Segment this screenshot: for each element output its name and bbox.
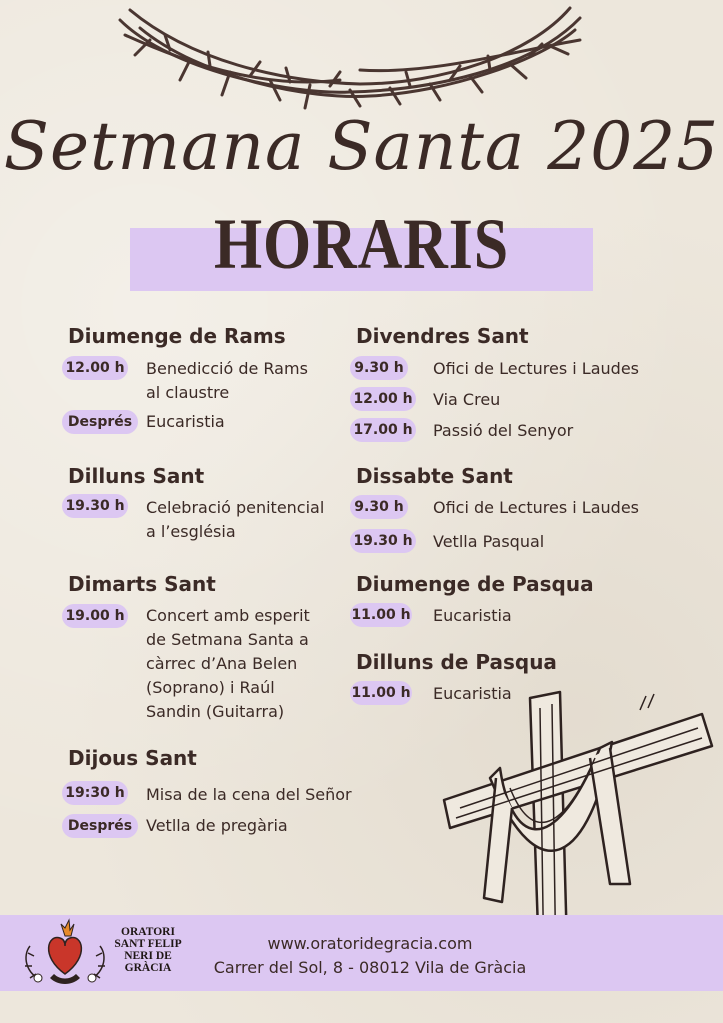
script-title: Setmana Santa 2025	[3, 108, 720, 185]
day-heading-dissabte-sant: Dissabte Sant	[356, 464, 513, 488]
event-description: Via Creu	[433, 390, 501, 409]
website-link[interactable]: www.oratoridegracia.com	[267, 934, 473, 953]
day-heading-dijous-sant: Dijous Sant	[68, 746, 197, 770]
crown-of-thorns-icon	[110, 0, 590, 110]
time-pill: 9.30 h	[350, 356, 408, 380]
event-description: Eucaristia	[433, 606, 512, 625]
day-heading-dilluns-sant: Dilluns Sant	[68, 464, 205, 488]
time-pill: 11.00 h	[350, 603, 412, 627]
day-heading-diumenge-pasqua: Diumenge de Pasqua	[356, 572, 594, 596]
time-pill: 19.30 h	[62, 494, 128, 518]
event-description: Ofici de Lectures i Laudes	[433, 359, 639, 378]
event-description: Eucaristia	[146, 412, 225, 431]
time-pill: 11.00 h	[350, 681, 412, 705]
event-description: Ofici de Lectures i Laudes	[433, 498, 639, 517]
day-heading-dilluns-pasqua: Dilluns de Pasqua	[356, 650, 557, 674]
day-heading-divendres-sant: Divendres Sant	[356, 324, 529, 348]
time-pill: 17.00 h	[350, 418, 416, 442]
time-pill: 19:30 h	[62, 781, 128, 805]
event-description: Benedicció de Rams al claustre	[146, 359, 308, 402]
time-pill: 9.30 h	[350, 495, 408, 519]
address-text: Carrer del Sol, 8 - 08012 Vila de Gràcia	[213, 958, 527, 977]
time-pill: Després	[62, 814, 138, 838]
event-description: Passió del Senyor	[433, 421, 574, 440]
day-heading-dimarts-sant: Dimarts Sant	[68, 572, 216, 596]
day-heading-diumenge-rams: Diumenge de Rams	[68, 324, 286, 348]
organization-name: ORATORI SANT FELIP NERI DE GRÀCIA	[114, 926, 182, 974]
time-pill: 19.00 h	[62, 604, 128, 628]
time-pill: 19.30 h	[350, 529, 416, 553]
event-description: Eucaristia	[433, 684, 512, 703]
event-description: Misa de la cena del Señor	[146, 785, 352, 804]
page-title: HORARIS	[213, 204, 510, 284]
time-pill: 12.00 h	[350, 387, 416, 411]
sacred-heart-logo-icon	[20, 916, 110, 988]
time-pill: 12.00 h	[62, 356, 128, 380]
event-description: Vetlla Pasqual	[433, 532, 545, 551]
time-pill: Després	[62, 410, 138, 434]
event-description: Concert amb esperit de Setmana Santa a càrrec d’Ana Belen (Soprano) i Raúl Sandin (Guitarra)	[146, 606, 310, 721]
event-description: Vetlla de pregària	[146, 816, 288, 835]
event-description: Celebració penitencial a l’església	[146, 498, 325, 541]
